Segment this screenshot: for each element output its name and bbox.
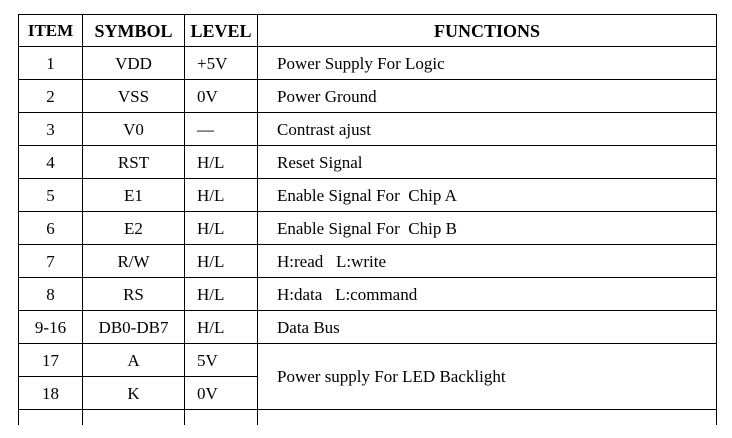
- level-cell: H/L: [185, 278, 258, 311]
- function-cell: Contrast ajust: [258, 113, 717, 146]
- function-cell: Power Ground: [258, 80, 717, 113]
- function-cell: Enable Signal For Chip A: [258, 179, 717, 212]
- level-cell: H/L: [185, 179, 258, 212]
- header-item: ITEM: [19, 15, 83, 47]
- header-row: [19, 15, 717, 47]
- function-cell-merged: Power supply For LED Backlight: [258, 344, 717, 410]
- table-row: [19, 311, 717, 344]
- item-cell: 6: [19, 212, 83, 245]
- level-cell: 5V: [185, 344, 258, 377]
- empty-cell: [185, 410, 258, 426]
- table-row: [19, 179, 717, 212]
- item-cell: 3: [19, 113, 83, 146]
- function-cell: H:data L:command: [258, 278, 717, 311]
- symbol-cell: VSS: [83, 80, 185, 113]
- symbol-cell: R/W: [83, 245, 185, 278]
- item-cell: 5: [19, 179, 83, 212]
- level-cell: H/L: [185, 212, 258, 245]
- function-cell: H:read L:write: [258, 245, 717, 278]
- symbol-cell: A: [83, 344, 185, 377]
- table-row: [19, 80, 717, 113]
- level-cell: 0V: [185, 80, 258, 113]
- symbol-cell: DB0-DB7: [83, 311, 185, 344]
- symbol-cell: E1: [83, 179, 185, 212]
- table-row: [19, 113, 717, 146]
- level-cell: —: [185, 113, 258, 146]
- table-row: [19, 212, 717, 245]
- function-cell: Data Bus: [258, 311, 717, 344]
- table-row: [19, 344, 717, 377]
- function-cell: Enable Signal For Chip B: [258, 212, 717, 245]
- level-cell: H/L: [185, 311, 258, 344]
- empty-cell: [83, 410, 185, 426]
- item-cell: 7: [19, 245, 83, 278]
- header-functions: FUNCTIONS: [258, 15, 717, 47]
- function-cell: Reset Signal: [258, 146, 717, 179]
- level-cell: H/L: [185, 245, 258, 278]
- function-cell: Power Supply For Logic: [258, 47, 717, 80]
- empty-cell: [258, 410, 717, 426]
- table-row: [19, 245, 717, 278]
- level-cell: H/L: [185, 146, 258, 179]
- item-cell: 4: [19, 146, 83, 179]
- empty-cell: [19, 410, 83, 426]
- table-row: [19, 47, 717, 80]
- item-cell: 1: [19, 47, 83, 80]
- table-row-partial: [19, 410, 717, 426]
- pin-function-table: [18, 14, 717, 425]
- item-cell: 18: [19, 377, 83, 410]
- item-cell: 9-16: [19, 311, 83, 344]
- symbol-cell: VDD: [83, 47, 185, 80]
- symbol-cell: V0: [83, 113, 185, 146]
- item-cell: 17: [19, 344, 83, 377]
- item-cell: 2: [19, 80, 83, 113]
- table-row: [19, 146, 717, 179]
- symbol-cell: RS: [83, 278, 185, 311]
- table-row: [19, 278, 717, 311]
- symbol-cell: K: [83, 377, 185, 410]
- level-cell: 0V: [185, 377, 258, 410]
- header-level: LEVEL: [185, 15, 258, 47]
- symbol-cell: RST: [83, 146, 185, 179]
- level-cell: +5V: [185, 47, 258, 80]
- symbol-cell: E2: [83, 212, 185, 245]
- item-cell: 8: [19, 278, 83, 311]
- header-symbol: SYMBOL: [83, 15, 185, 47]
